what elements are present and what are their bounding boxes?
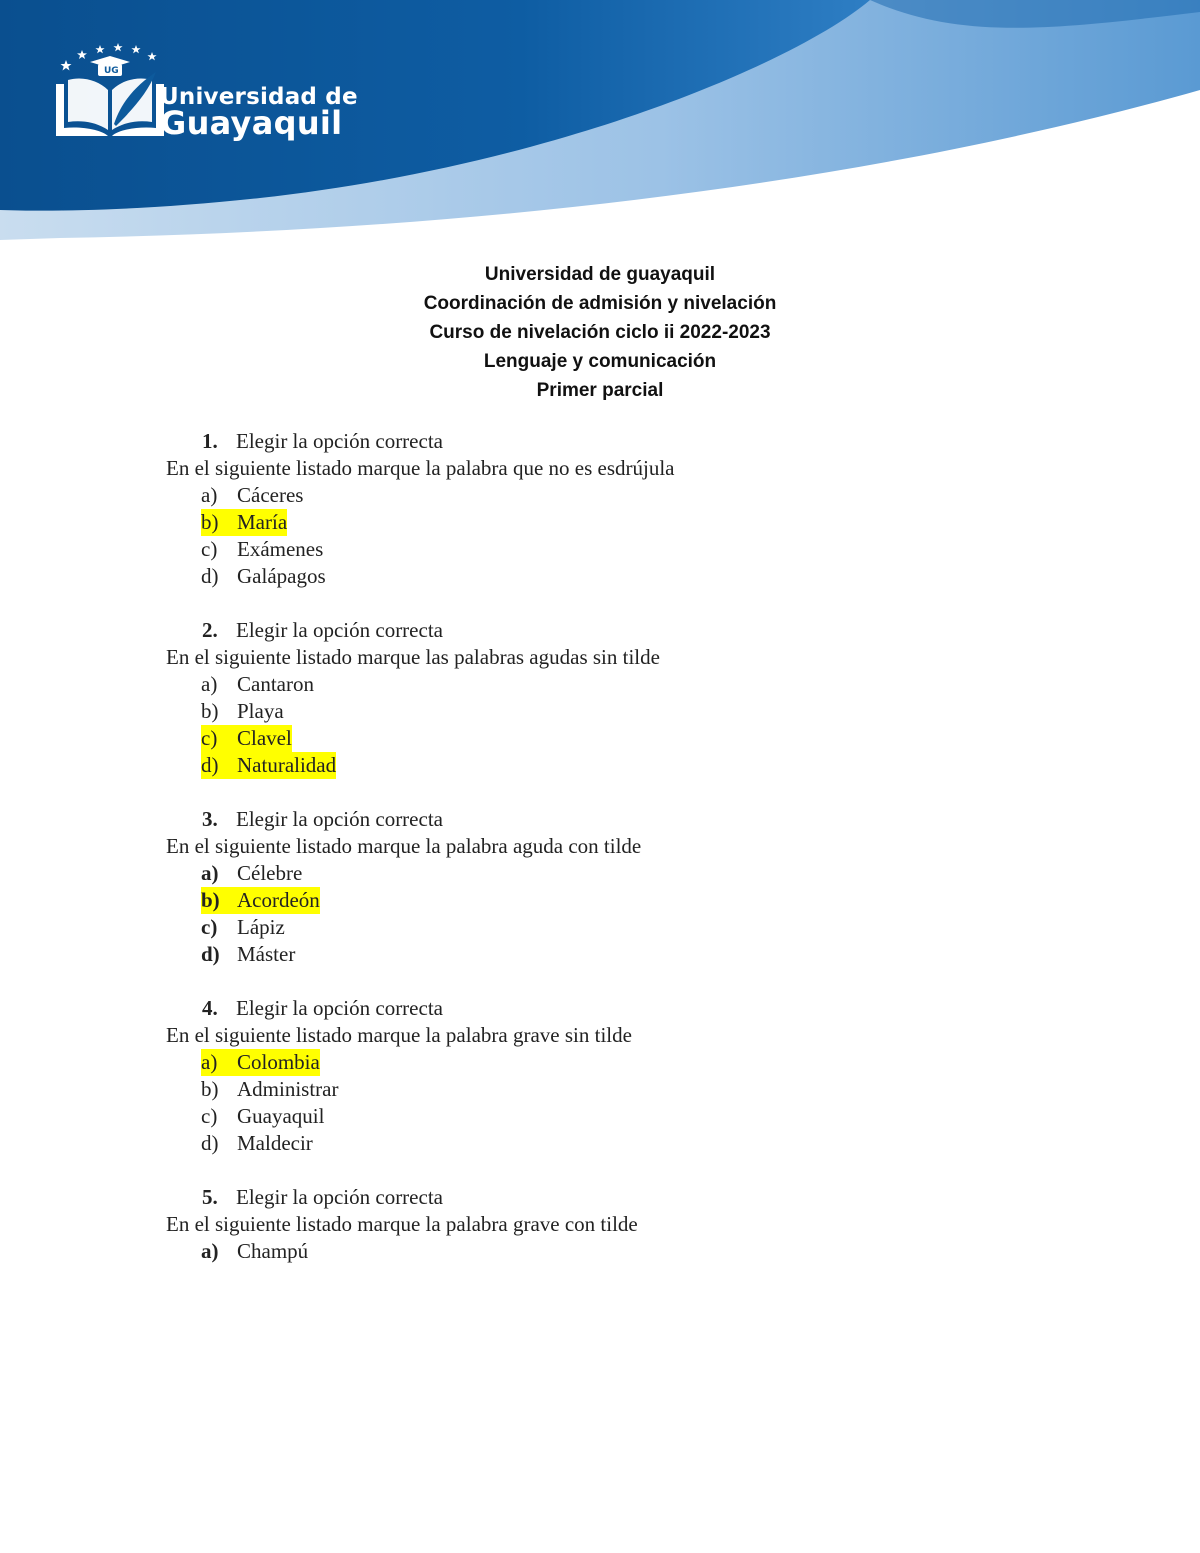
option-item-highlighted bbox=[0, 725, 1200, 752]
option-item bbox=[0, 1076, 1200, 1103]
document-title-block bbox=[0, 260, 1200, 405]
question-prompt: En el siguiente listado marque la palabra grave con tilde bbox=[166, 1212, 638, 1236]
question-instruction: Elegir la opción correcta bbox=[236, 1185, 443, 1209]
option-letter: d) bbox=[201, 942, 220, 966]
question-heading bbox=[0, 1184, 1200, 1211]
option-text: Playa bbox=[237, 699, 284, 723]
question-prompt: En el siguiente listado marque la palabra aguda con tilde bbox=[166, 834, 642, 858]
option-letter: b) bbox=[201, 699, 219, 723]
question-number: 3. bbox=[202, 807, 218, 831]
option-letter: d) bbox=[201, 1131, 219, 1155]
option-item bbox=[0, 860, 1200, 887]
title-subject: Lenguaje y comunicación bbox=[483, 351, 717, 372]
option-letter: b) bbox=[201, 1077, 219, 1101]
option-text: Célebre bbox=[237, 861, 303, 885]
question-4 bbox=[0, 995, 1200, 1157]
option-item bbox=[0, 671, 1200, 698]
title-exam: Primer parcial bbox=[536, 380, 664, 401]
option-text: Champú bbox=[237, 1239, 309, 1263]
option-letter: d) bbox=[201, 753, 219, 777]
question-1 bbox=[0, 428, 1200, 590]
option-item bbox=[0, 941, 1200, 968]
question-instruction: Elegir la opción correcta bbox=[236, 618, 443, 642]
option-letter: a) bbox=[201, 1239, 219, 1263]
question-heading bbox=[0, 428, 1200, 455]
question-number: 1. bbox=[202, 429, 218, 453]
option-letter: c) bbox=[201, 915, 218, 939]
option-text: Naturalidad bbox=[237, 753, 337, 777]
option-text: Colombia bbox=[237, 1050, 320, 1074]
option-item-highlighted bbox=[0, 887, 1200, 914]
question-heading bbox=[0, 995, 1200, 1022]
question-list bbox=[0, 428, 1200, 1292]
option-text: Guayaquil bbox=[237, 1104, 325, 1128]
question-number: 2. bbox=[202, 618, 218, 642]
title-university: Universidad de guayaquil bbox=[484, 264, 716, 285]
question-3 bbox=[0, 806, 1200, 968]
logo-title-line2: Guayaquil bbox=[160, 104, 343, 142]
question-prompt: En el siguiente listado marque la palabra grave sin tilde bbox=[166, 1023, 632, 1047]
option-text: Acordeón bbox=[237, 888, 320, 912]
option-item bbox=[0, 1238, 1200, 1265]
option-letter: b) bbox=[201, 888, 220, 912]
option-item-highlighted bbox=[0, 752, 1200, 779]
option-item-highlighted bbox=[0, 1049, 1200, 1076]
option-text: Lápiz bbox=[237, 915, 285, 939]
option-letter: c) bbox=[201, 1104, 218, 1128]
option-text: Galápagos bbox=[237, 564, 326, 588]
option-item bbox=[0, 1130, 1200, 1157]
option-text: María bbox=[237, 510, 288, 534]
logo-badge: UG bbox=[104, 66, 119, 76]
option-item bbox=[0, 482, 1200, 509]
option-text: Clavel bbox=[237, 726, 292, 750]
option-letter: a) bbox=[201, 672, 218, 696]
option-item bbox=[0, 914, 1200, 941]
option-letter: c) bbox=[201, 726, 218, 750]
option-text: Cantaron bbox=[237, 672, 314, 696]
title-course: Curso de nivelación ciclo ii 2022-2023 bbox=[429, 322, 771, 343]
option-item bbox=[0, 1103, 1200, 1130]
question-instruction: Elegir la opción correcta bbox=[236, 996, 443, 1020]
question-2 bbox=[0, 617, 1200, 779]
option-letter: c) bbox=[201, 537, 218, 561]
question-prompt: En el siguiente listado marque las palabras agudas sin tilde bbox=[166, 645, 660, 669]
question-heading bbox=[0, 617, 1200, 644]
option-text: Exámenes bbox=[237, 537, 324, 561]
question-prompt: En el siguiente listado marque la palabra que no es esdrújula bbox=[166, 456, 675, 480]
option-letter: a) bbox=[201, 861, 219, 885]
option-letter: b) bbox=[201, 510, 219, 534]
title-coordination: Coordinación de admisión y nivelación bbox=[423, 293, 777, 314]
option-text: Maldecir bbox=[237, 1131, 313, 1155]
option-text: Cáceres bbox=[237, 483, 304, 507]
option-text: Máster bbox=[237, 942, 296, 966]
question-instruction: Elegir la opción correcta bbox=[236, 429, 443, 453]
option-letter: d) bbox=[201, 564, 219, 588]
question-heading bbox=[0, 806, 1200, 833]
option-item-highlighted bbox=[0, 509, 1200, 536]
question-instruction: Elegir la opción correcta bbox=[236, 807, 443, 831]
option-letter: a) bbox=[201, 483, 218, 507]
option-letter: a) bbox=[201, 1050, 218, 1074]
option-text: Administrar bbox=[237, 1077, 339, 1101]
option-item bbox=[0, 536, 1200, 563]
option-item bbox=[0, 698, 1200, 725]
question-5 bbox=[0, 1184, 1200, 1265]
question-number: 4. bbox=[202, 996, 218, 1020]
question-number: 5. bbox=[202, 1185, 218, 1209]
option-item bbox=[0, 563, 1200, 590]
logo-title-line1: Universidad de bbox=[160, 84, 358, 110]
